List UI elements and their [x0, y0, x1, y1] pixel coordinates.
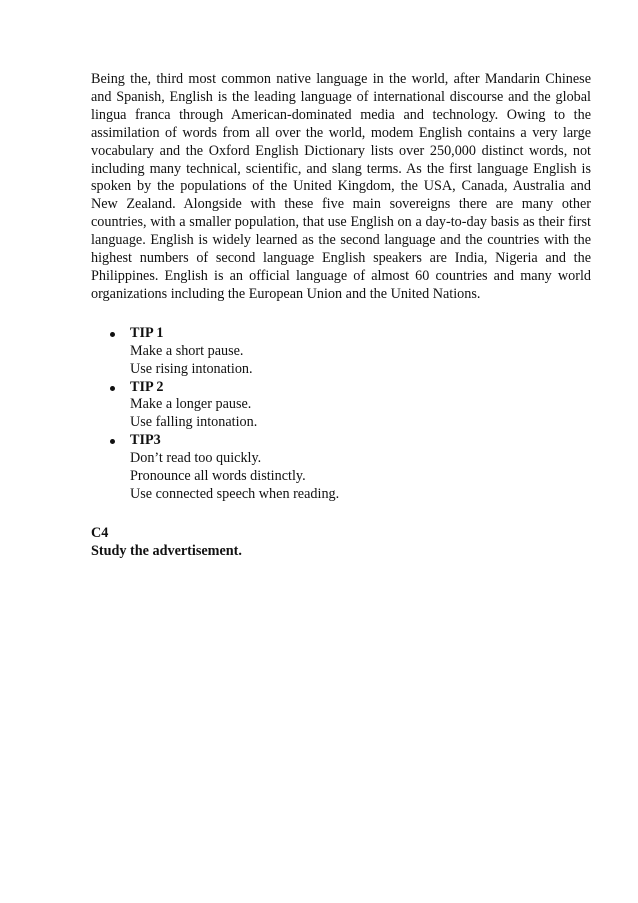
- tip-item-1: [91, 325, 591, 379]
- tip-line: Pronounce all words distinctly.: [130, 468, 306, 485]
- bullet-icon: [110, 386, 115, 391]
- tip-line: Don’t read too quickly.: [130, 450, 262, 467]
- tips-list: [91, 325, 591, 504]
- bullet-icon: [110, 332, 115, 337]
- tip-title: TIP 2: [130, 378, 164, 395]
- document-page: [91, 71, 591, 561]
- body-paragraph: Being the, third most common native language in the world, after Mandarin Chinese and Spanish, English is the leading language of international discourse and the global lingua franca through American-dominated media and technology. Owing to the assimilation of words from all over the world, modem English contains a very large vocabulary and the Oxford English Dictionary lists over 250,000 distinct words, not including many technical, scientific, and slang terms. As the first language English is spoken by the populations of the United Kingdom, the USA, Canada, Australia and New Zealand. Alongside with these five main sovereigns there are many other countries, with a smaller population, that use English on a day-to-day basis as their first language. English is widely learned as the second language and the countries with the highest numbers of second language English speakers are India, Nigeria and the Philippines. English is an official language of almost 60 countries and many world organizations including the European Union and the United Nations.: [91, 71, 591, 302]
- tip-line: Use connected speech when reading.: [130, 485, 340, 502]
- tip-title: TIP3: [130, 432, 161, 449]
- tip-line: Use rising intonation.: [130, 360, 253, 377]
- tip-item-2: [91, 379, 591, 433]
- tip-title: TIP 1: [130, 324, 164, 341]
- bullet-icon: [110, 439, 115, 444]
- section-heading: Study the advertisement.: [91, 542, 242, 559]
- section-code: C4: [91, 524, 109, 541]
- tip-line: Make a short pause.: [130, 342, 244, 359]
- tip-line: Make a longer pause.: [130, 396, 252, 413]
- tip-line: Use falling intonation.: [130, 414, 258, 431]
- tip-item-3: [91, 432, 591, 504]
